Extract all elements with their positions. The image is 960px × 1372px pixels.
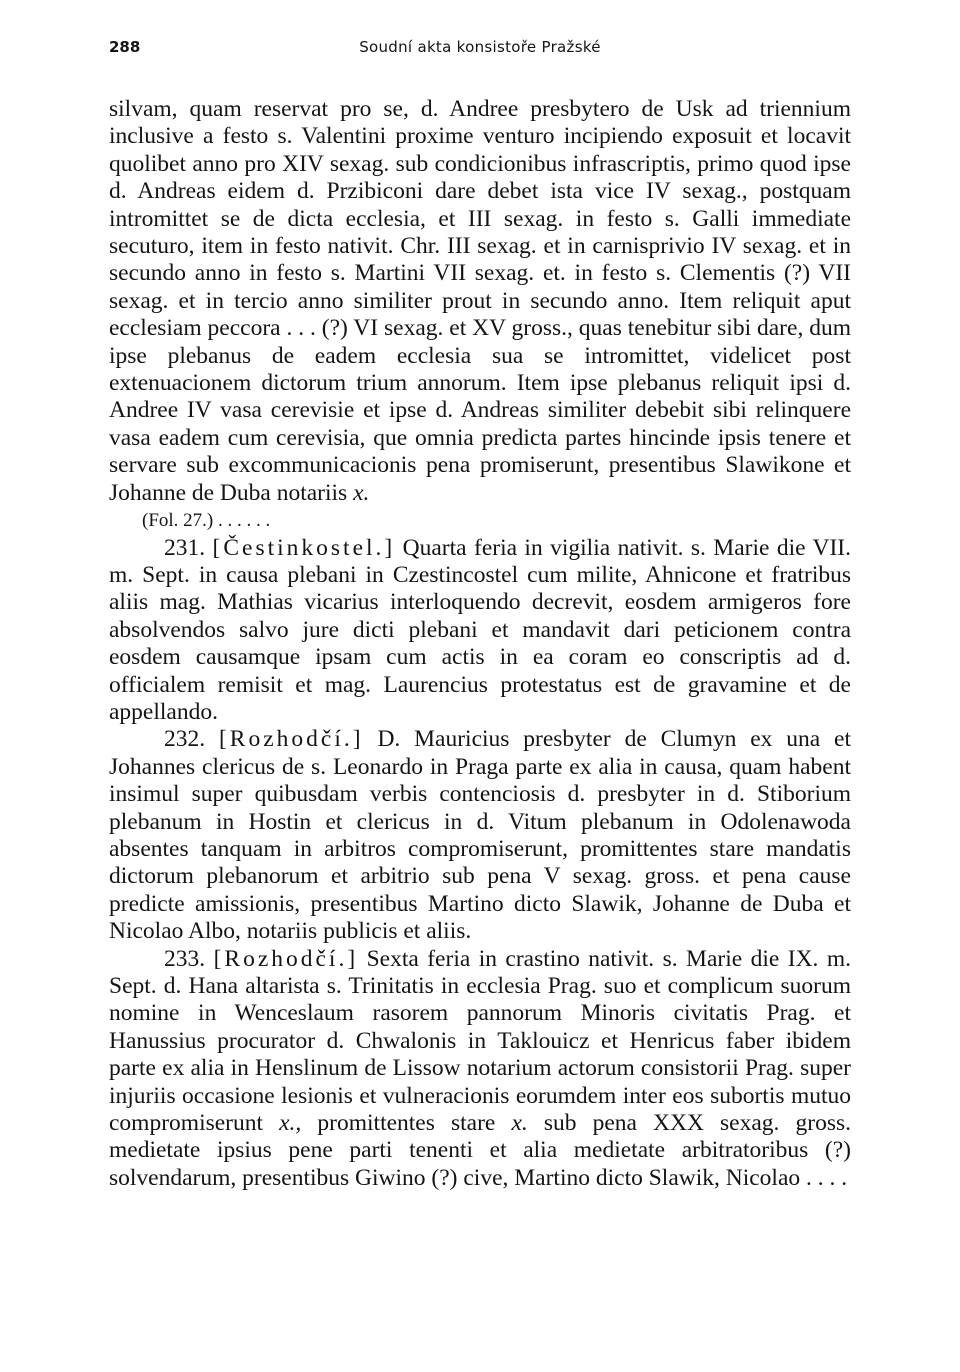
entry-text: Quarta feria in vigilia nativit. s. Marie die VII. m. Sept. in causa plebani in Czestincostel cum milite, Ahnicone et fratribus aliis mag. Mathias vicarius interloquendo decrevit, eosdem armigeros fore absolvendos salvo jure dicti plebani et mandavit dari peticionem contra eosdem causamque ipsam cum actis in ea coram eo conscriptis ad d. officialem remisit et mag. Laurencius protestatus est de gravamine et de appellando. bbox=[109, 534, 852, 725]
entry-text: sub pena XXX sexag. gross. medietate ipsius pene parti tenenti et alia medietate arbitratoribus (?) solvendarum, presentibus Giwino (?) cive, Martino dicto Slawik, Nicolao . . . . bbox=[109, 1110, 852, 1191]
entry-231 bbox=[109, 535, 851, 727]
page-header bbox=[109, 38, 851, 64]
entry-232 bbox=[109, 726, 851, 945]
running-title: Soudní akta konsistoře Pražské bbox=[359, 38, 601, 56]
entry-place: [Rozhodčí.] bbox=[213, 945, 359, 972]
entry-number: 233. bbox=[164, 945, 206, 972]
paragraph-continuation bbox=[109, 96, 851, 507]
entry-233 bbox=[109, 946, 851, 1193]
entry-place: [Čestinkostel.] bbox=[212, 534, 396, 561]
entry-text: Sexta feria in crastino nativit. s. Marie die IX. m. Sept. d. Hana altarista s. Trinitatis in ecclesia Prag. suo et complicum suorum nomine in Wenceslaum rasorem pannorum Minoris civitatis Prag. et Hanussius procurator d. Chwalonis in Taklouicz et Henricus faber ibidem parte ex alia in Henslinum de Lissow notarium actorum consistorii Prag. super injuriis occasione lesionis et vulneracionis eorumdem inter eos subortis mutuo compromiserunt bbox=[109, 945, 852, 1137]
folio-note: (Fol. 27.) . . . . . . bbox=[142, 510, 271, 532]
entry-place: [Rozhodčí.] bbox=[218, 726, 364, 753]
etc-sign: x. bbox=[353, 479, 370, 506]
etc-sign: x., bbox=[279, 1110, 302, 1137]
body-text bbox=[109, 96, 851, 1192]
page bbox=[109, 38, 851, 1192]
entry-text: D. Mauricius presbyter de Clumyn ex una et Johannes clericus de s. Leonardo in Praga parte ex alia in causa, quam habent insimul super quibusdam verbis contenciosis d. presbyter in d. Stiborium plebanum in Hostin et clericus in d. Vitum plebanum in Odolenawoda absentes tanquam in arbitros compromiserunt, promittentes stare mandatis dictorum plebanorum et arbitrio sub pena V sexag. gross. et pena cause predicte amissionis, presentibus Martino dicto Slawik, Johanne de Duba et Nicolao Albo, notariis publicis et aliis. bbox=[109, 726, 851, 945]
entry-number: 232. bbox=[164, 726, 206, 753]
etc-sign: x. bbox=[511, 1110, 528, 1137]
page-number: 288 bbox=[109, 38, 141, 56]
paragraph-text: silvam, quam reservat pro se, d. Andree presbytero de Usk ad triennium inclusive a festo s. Valentini proxime venturo incipiendo exposuit et locavit quolibet anno pro XIV sexag. sub condicionibus infrascriptis, primo quod ipse d. Andreas eidem d. Przibiconi dare debet ista vice IV sexag., postquam intromittet se de dicta ecclesia, et III sexag. in festo s. Galli immediate secuturo, item in festo nativit. Chr. III sexag. et in carnisprivio IV sexag. et in secundo anno in festo s. Martini VII sexag. et. in festo s. Clementis (?) VII sexag. et in tercio anno similiter prout in secundo anno. Item reliquit aput ecclesiam peccora . . . (?) VI sexag. et XV gross., quas tenebitur sibi dare, dum ipse plebanus de eadem ecclesia sua se intromittet, videlicet post extenuacionem dictorum trium annorum. Item ipse plebanus reliquit ipsi d. Andree IV vasa cerevisie et ipse d. Andreas similiter debebit sibi relinquere vasa eadem cum cerevisia, que omnia predicta partes hincinde ipsis tenere et servare sub excommunicacionis pena promiserunt, presentibus Slawikone et Johanne de Duba notariis bbox=[109, 96, 851, 506]
entry-number: 231. bbox=[164, 534, 206, 561]
entry-text: promittentes stare bbox=[317, 1110, 496, 1137]
